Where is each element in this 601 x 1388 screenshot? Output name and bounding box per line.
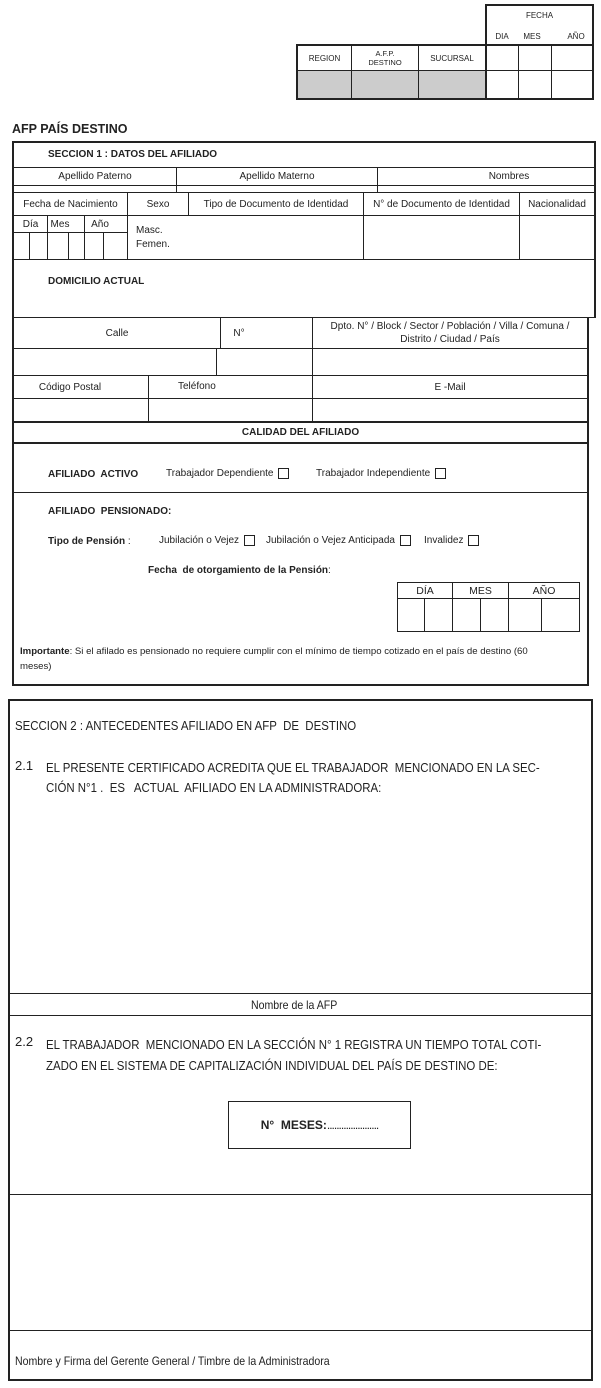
meses-box[interactable] <box>228 1101 411 1149</box>
codigo-postal-label: Código Postal <box>38 381 102 393</box>
pension-dia-label: DÍA <box>416 584 434 597</box>
trabajador-independiente-checkbox[interactable] <box>435 468 446 479</box>
nombres-input[interactable] <box>378 186 594 192</box>
numero-documento-input[interactable] <box>364 216 519 259</box>
jubilacion-anticipada-option[interactable]: Jubilación o Vejez Anticipada <box>266 535 411 546</box>
fecha-dia-input[interactable] <box>487 46 518 98</box>
jubilacion-vejez-option[interactable]: Jubilación o Vejez <box>159 535 255 546</box>
numero-documento-label: N° de Documento de Identidad <box>373 198 510 210</box>
apellido-materno-label: Apellido Materno <box>239 171 315 182</box>
nombres-label: Nombres <box>488 171 530 182</box>
afp-destino-label: A.F.P. DESTINO <box>368 49 402 67</box>
nacimiento-ano-label: Año <box>91 218 109 230</box>
telefono-input[interactable] <box>149 399 312 421</box>
apellido-paterno-input[interactable] <box>14 186 176 192</box>
pension-ano-label: AÑO <box>532 584 556 597</box>
fecha-ano-input[interactable] <box>552 46 592 98</box>
trabajador-dependiente-option[interactable]: Trabajador Dependiente <box>166 468 289 479</box>
calle-input[interactable] <box>14 349 216 375</box>
sexo-masc-option[interactable]: Masc. <box>136 225 163 236</box>
item-2-2-text: EL TRABAJADOR MENCIONADO EN LA SECCIÓN N° 1 REGISTRA UN TIEMPO TOTAL COTI- ZADO EN EL SISTEMA DE CAPITALIZACIÓN INDIVIDUAL DEL PAÍS DE DESTINO DE: <box>46 1037 542 1073</box>
dpto-label <box>313 318 587 348</box>
afp-destino-shaded-cell[interactable] <box>352 71 418 98</box>
nacimiento-mes-input[interactable] <box>48 233 84 259</box>
importante-note: Importante: Si el afilado es pensionado no requiere cumplir con el mínimo de tiempo cotizado en el país de destino (60 meses) <box>20 646 528 672</box>
meses-value[interactable]: ...................... <box>326 1118 379 1132</box>
item-2-2-number: 2.2 <box>15 1034 34 1049</box>
afp-name-input[interactable] <box>10 800 591 992</box>
nombre-afp-label: Nombre de la AFP <box>251 997 338 1012</box>
sucursal-shaded-cell[interactable] <box>419 71 485 98</box>
tipo-documento-input[interactable] <box>189 216 363 259</box>
jubilacion-vejez-checkbox[interactable] <box>244 535 255 546</box>
fecha-otorgamiento-label: Fecha de otorgamiento de la Pensión: <box>148 565 331 576</box>
apellido-paterno-label: Apellido Paterno <box>58 171 132 182</box>
nacimiento-ano-input[interactable] <box>85 233 127 259</box>
numero-input[interactable] <box>217 349 312 375</box>
calle-label: Calle <box>105 327 129 339</box>
tipo-documento-label: Tipo de Documento de Identidad <box>203 198 349 210</box>
nacimiento-dia-label: Día <box>22 218 39 230</box>
region-label: REGION <box>308 53 341 63</box>
fecha-mes-input[interactable] <box>519 46 551 98</box>
apellido-materno-input[interactable] <box>177 186 377 192</box>
fecha-mes-label: MES <box>523 31 541 41</box>
fecha-nacimiento-label: Fecha de Nacimiento <box>23 198 118 210</box>
form-title: AFP PAÍS DESTINO <box>12 122 128 136</box>
nacionalidad-label: Nacionalidad <box>528 198 586 210</box>
region-shaded-cell[interactable] <box>298 71 351 98</box>
domicilio-actual-title: DOMICILIO ACTUAL <box>48 276 145 287</box>
dpto-label-line2: Distrito / Ciudad / País <box>400 334 500 345</box>
nacionalidad-input[interactable] <box>520 216 594 259</box>
signature-area[interactable] <box>10 1195 591 1329</box>
afiliado-activo-label: AFILIADO ACTIVO <box>48 469 139 480</box>
section-1-title: SECCION 1 : DATOS DEL AFILIADO <box>48 149 218 160</box>
section-2-title: SECCION 2 : ANTECEDENTES AFILIADO EN AFP DE DESTINO <box>15 718 357 733</box>
codigo-postal-input[interactable] <box>14 399 148 421</box>
email-label: E -Mail <box>434 381 466 393</box>
telefono-label: Teléfono <box>178 381 216 392</box>
item-2-1-number: 2.1 <box>15 758 34 773</box>
pension-ano-input[interactable] <box>509 599 579 632</box>
dpto-label-line1: Dpto. N° / Block / Sector / Población / Villa / Comuna / <box>330 321 570 332</box>
fecha-dia-label: DIA <box>495 31 509 41</box>
sexo-label: Sexo <box>146 198 170 210</box>
email-input[interactable] <box>313 399 587 421</box>
signature-label: Nombre y Firma del Gerente General / Timbre de la Administradora <box>15 1354 330 1368</box>
meses-label: N° MESES: <box>260 1118 327 1132</box>
afiliado-pensionado-label: AFILIADO PENSIONADO: <box>48 506 172 517</box>
tipo-pension-label: Tipo de Pensión : <box>48 536 131 547</box>
sucursal-label: SUCURSAL <box>430 53 474 63</box>
trabajador-dependiente-checkbox[interactable] <box>278 468 289 479</box>
dpto-input[interactable] <box>313 349 587 375</box>
pension-mes-input[interactable] <box>453 599 508 632</box>
numero-label: N° <box>233 327 245 339</box>
calidad-afiliado-title: CALIDAD DEL AFILIADO <box>241 427 360 438</box>
pension-dia-input[interactable] <box>398 599 452 632</box>
invalidez-option[interactable]: Invalidez <box>424 535 479 546</box>
pension-mes-label: MES <box>469 584 492 597</box>
nacimiento-mes-label: Mes <box>50 218 70 230</box>
sexo-femen-option[interactable]: Femen. <box>136 239 170 250</box>
fecha-ano-label: AÑO <box>567 31 585 41</box>
invalidez-checkbox[interactable] <box>468 535 479 546</box>
nacimiento-dia-input[interactable] <box>14 233 47 259</box>
fecha-label: FECHA <box>525 10 554 20</box>
item-2-1-text: EL PRESENTE CERTIFICADO ACREDITA QUE EL TRABAJADOR MENCIONADO EN LA SEC- CIÓN N°1 . ES ACTUAL AFILIADO EN LA ADMINISTRADORA: <box>46 760 540 795</box>
trabajador-independiente-option[interactable]: Trabajador Independiente <box>316 468 446 479</box>
jubilacion-anticipada-checkbox[interactable] <box>400 535 411 546</box>
